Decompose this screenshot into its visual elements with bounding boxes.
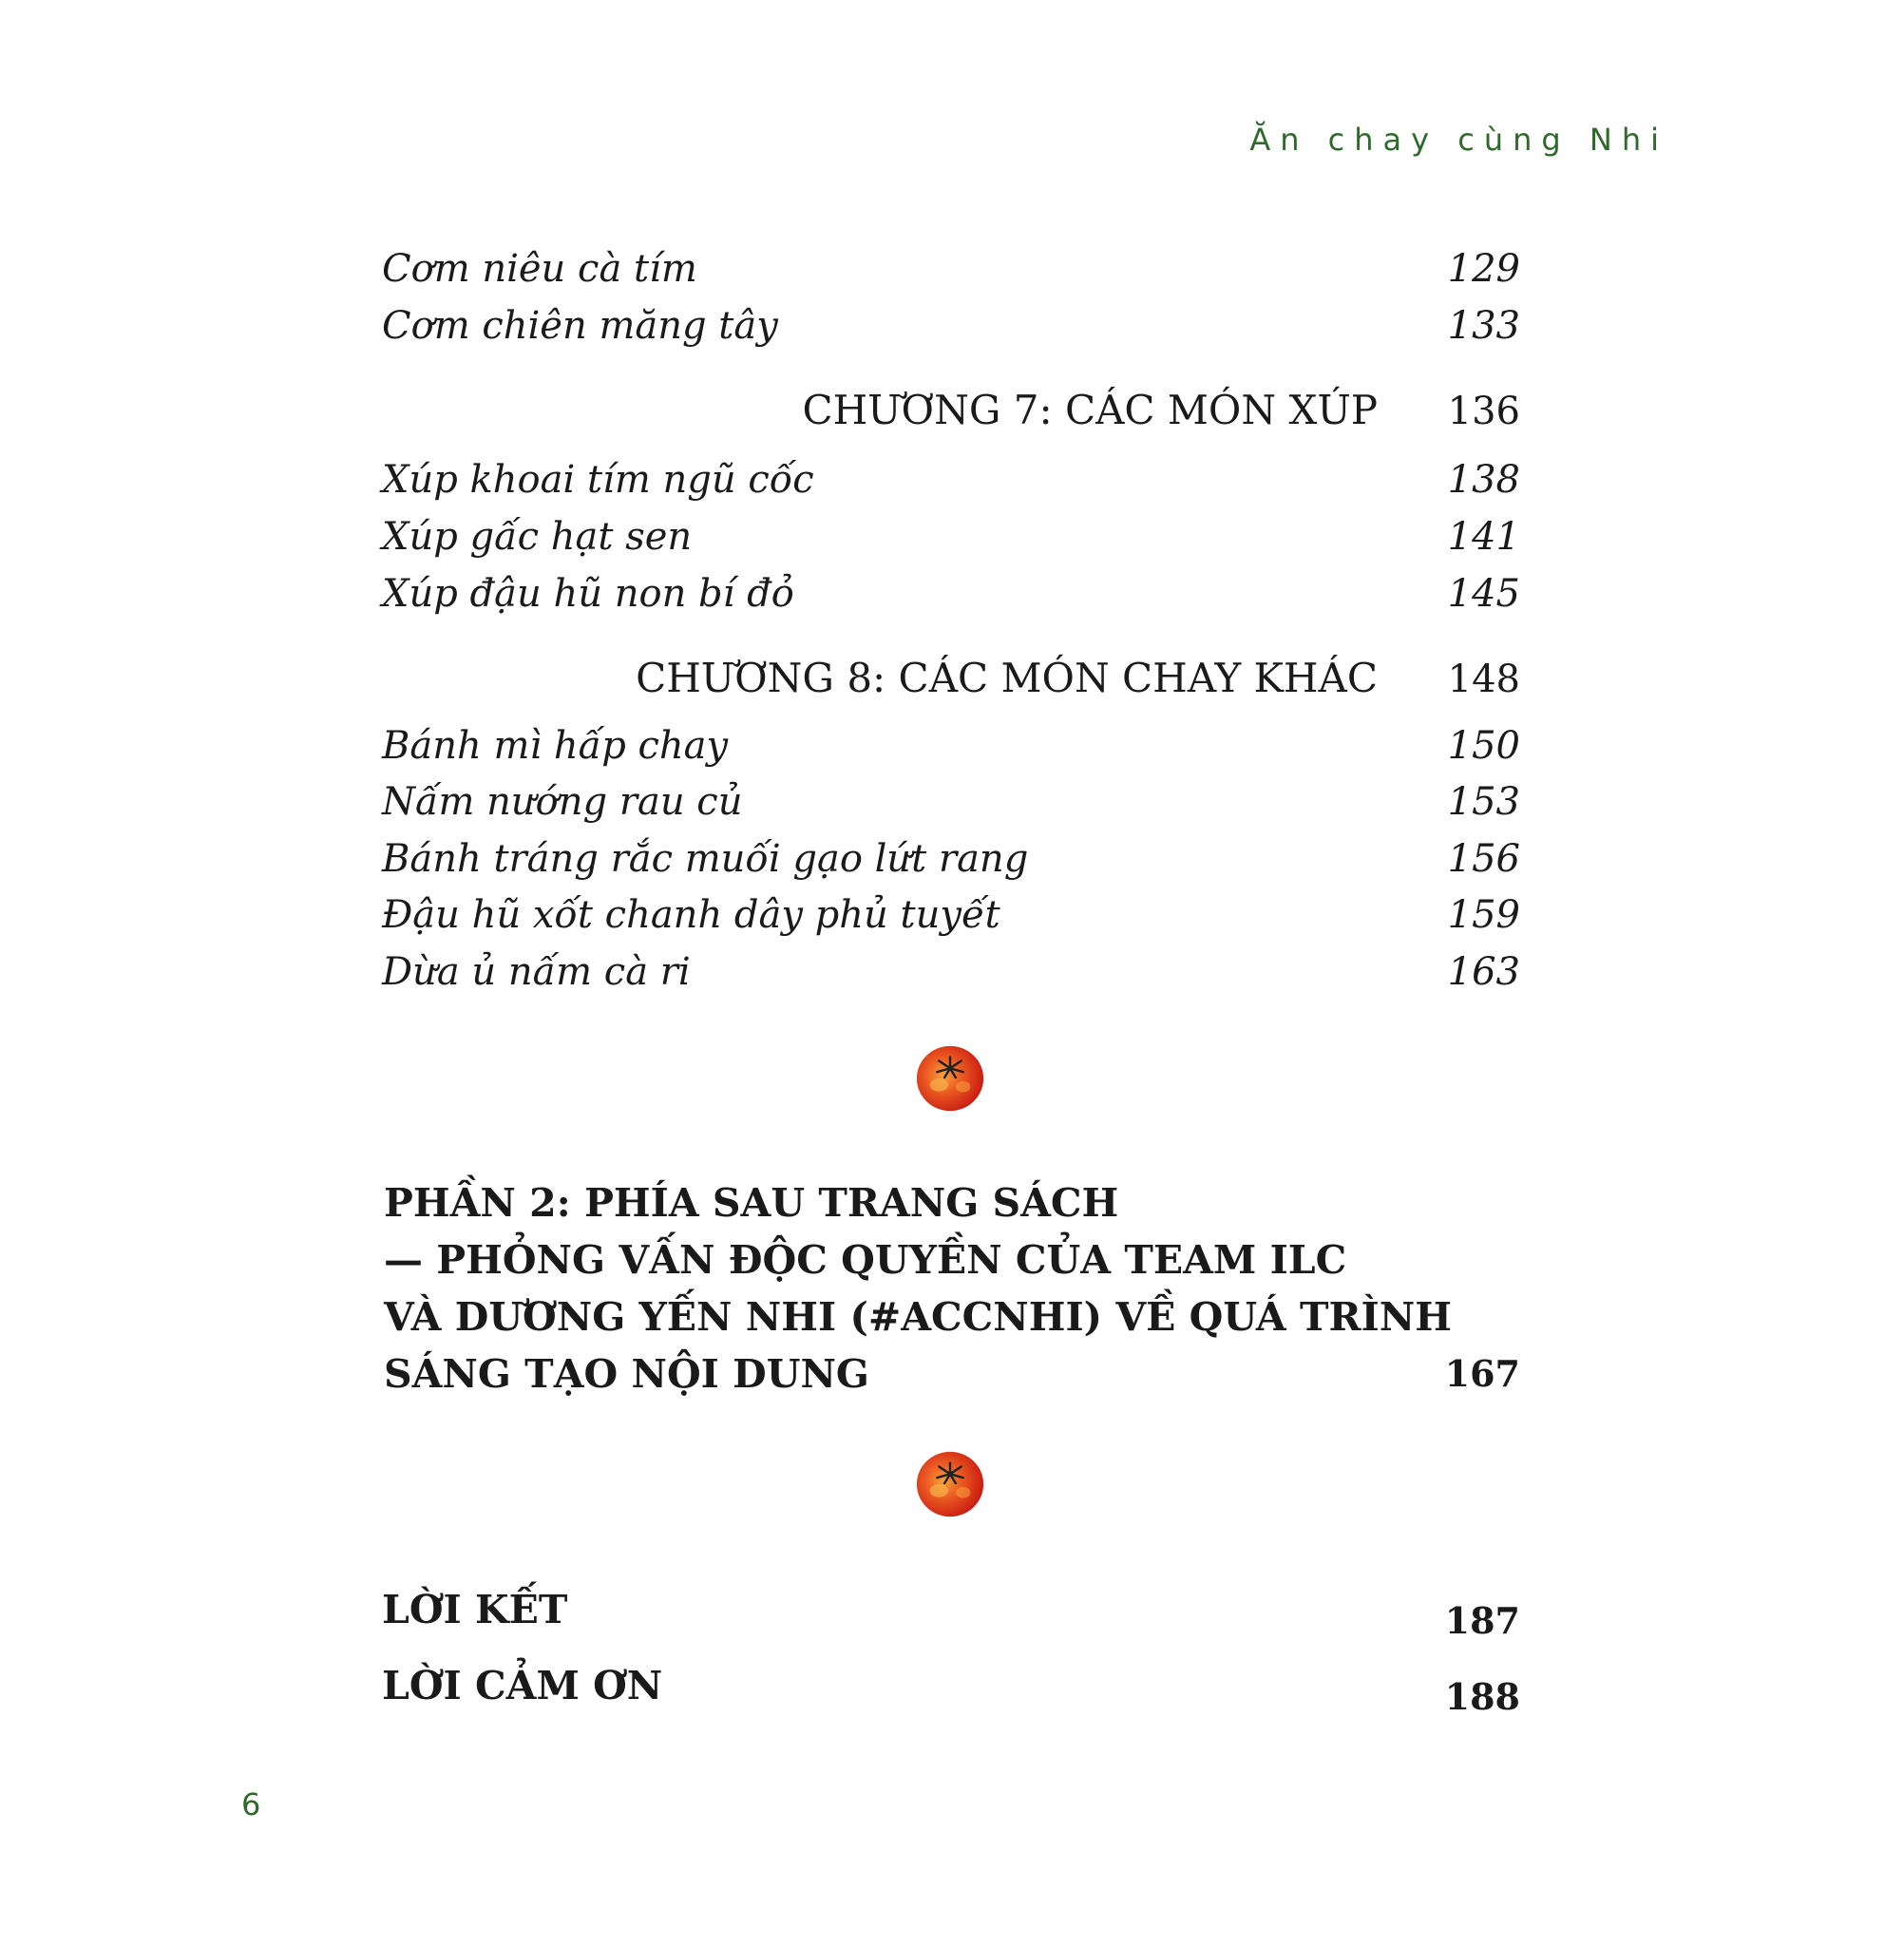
toc-entry-page: 163 <box>1447 950 1520 994</box>
toc-entry[interactable] <box>382 886 1520 943</box>
toc-entry-page: 129 <box>1447 247 1520 291</box>
part-2-entry[interactable] <box>384 1174 1520 1402</box>
toc-entry[interactable] <box>382 564 1520 621</box>
toc-entry-title: Dừa ủ nấm cà ri <box>382 950 691 994</box>
toc-entry-title: Xúp khoai tím ngũ cốc <box>382 458 814 502</box>
toc-entry[interactable] <box>382 507 1520 564</box>
chapter-heading[interactable] <box>382 382 1520 439</box>
page-number: 6 <box>241 1786 261 1822</box>
toc-entry[interactable] <box>382 943 1520 1000</box>
chapter-page: 136 <box>1447 390 1520 433</box>
toc-entry-title: Bánh mì hấp chay <box>382 724 729 768</box>
chapter-page: 148 <box>1447 658 1520 701</box>
toc-entry-closing[interactable] <box>382 1657 1520 1718</box>
part-2-title-line: VÀ DƯƠNG YẾN NHI (#ACCNHI) VỀ QUÁ TRÌNH <box>384 1294 1452 1340</box>
toc-entry-title: Cơm chiên măng tây <box>382 304 778 348</box>
toc-entry-page: 159 <box>1447 893 1520 937</box>
toc-entry-page: 150 <box>1447 724 1520 768</box>
toc-entry-page: 138 <box>1447 458 1520 502</box>
chapter-heading[interactable] <box>382 650 1520 707</box>
part-2-title-line: — PHỎNG VẤN ĐỘC QUYỀN CỦA TEAM ILC <box>384 1237 1347 1283</box>
toc-entry-page: 153 <box>1447 780 1520 824</box>
tomato-icon <box>913 1040 987 1115</box>
chapter-title: CHƯƠNG 7: CÁC MÓN XÚP <box>802 387 1378 433</box>
toc-entry[interactable] <box>382 450 1520 507</box>
toc-entry-page: 145 <box>1447 572 1520 616</box>
toc-entry[interactable] <box>382 830 1520 887</box>
toc-entry-title: Cơm niêu cà tím <box>382 247 697 291</box>
part-2-title <box>384 1174 1520 1402</box>
toc-entry-title: Nấm nướng rau củ <box>382 780 743 824</box>
toc-entry-closing[interactable] <box>382 1581 1520 1642</box>
chapter-title: CHƯƠNG 8: CÁC MÓN CHAY KHÁC <box>636 655 1378 701</box>
running-header: Ăn chay cùng Nhi <box>1249 122 1668 158</box>
toc-entry-page: 156 <box>1447 837 1520 881</box>
closing-title: LỜI CẢM ƠN <box>382 1663 663 1708</box>
toc-entry[interactable] <box>382 296 1520 353</box>
part-2-title-line: SÁNG TẠO NỘI DUNG <box>384 1351 869 1397</box>
part-2-page: 167 <box>1444 1352 1520 1395</box>
part-2-title-line: PHẦN 2: PHÍA SAU TRANG SÁCH <box>384 1180 1119 1226</box>
toc-entry[interactable] <box>382 773 1520 830</box>
toc-entry-page: 133 <box>1447 304 1520 348</box>
closing-page: 187 <box>1444 1599 1520 1642</box>
tomato-icon <box>913 1446 987 1520</box>
toc-entry[interactable] <box>382 239 1520 296</box>
toc-entry[interactable] <box>382 716 1520 773</box>
toc-entry-page: 141 <box>1447 515 1520 559</box>
toc-entry-title: Đậu hũ xốt chanh dây phủ tuyết <box>382 893 1000 937</box>
closing-title: LỜI KẾT <box>382 1587 568 1632</box>
closing-page: 188 <box>1444 1675 1520 1718</box>
toc-entry-title: Bánh tráng rắc muối gạo lứt rang <box>382 837 1029 881</box>
toc-entry-title: Xúp gấc hạt sen <box>382 515 693 559</box>
toc-entry-title: Xúp đậu hũ non bí đỏ <box>382 572 794 616</box>
